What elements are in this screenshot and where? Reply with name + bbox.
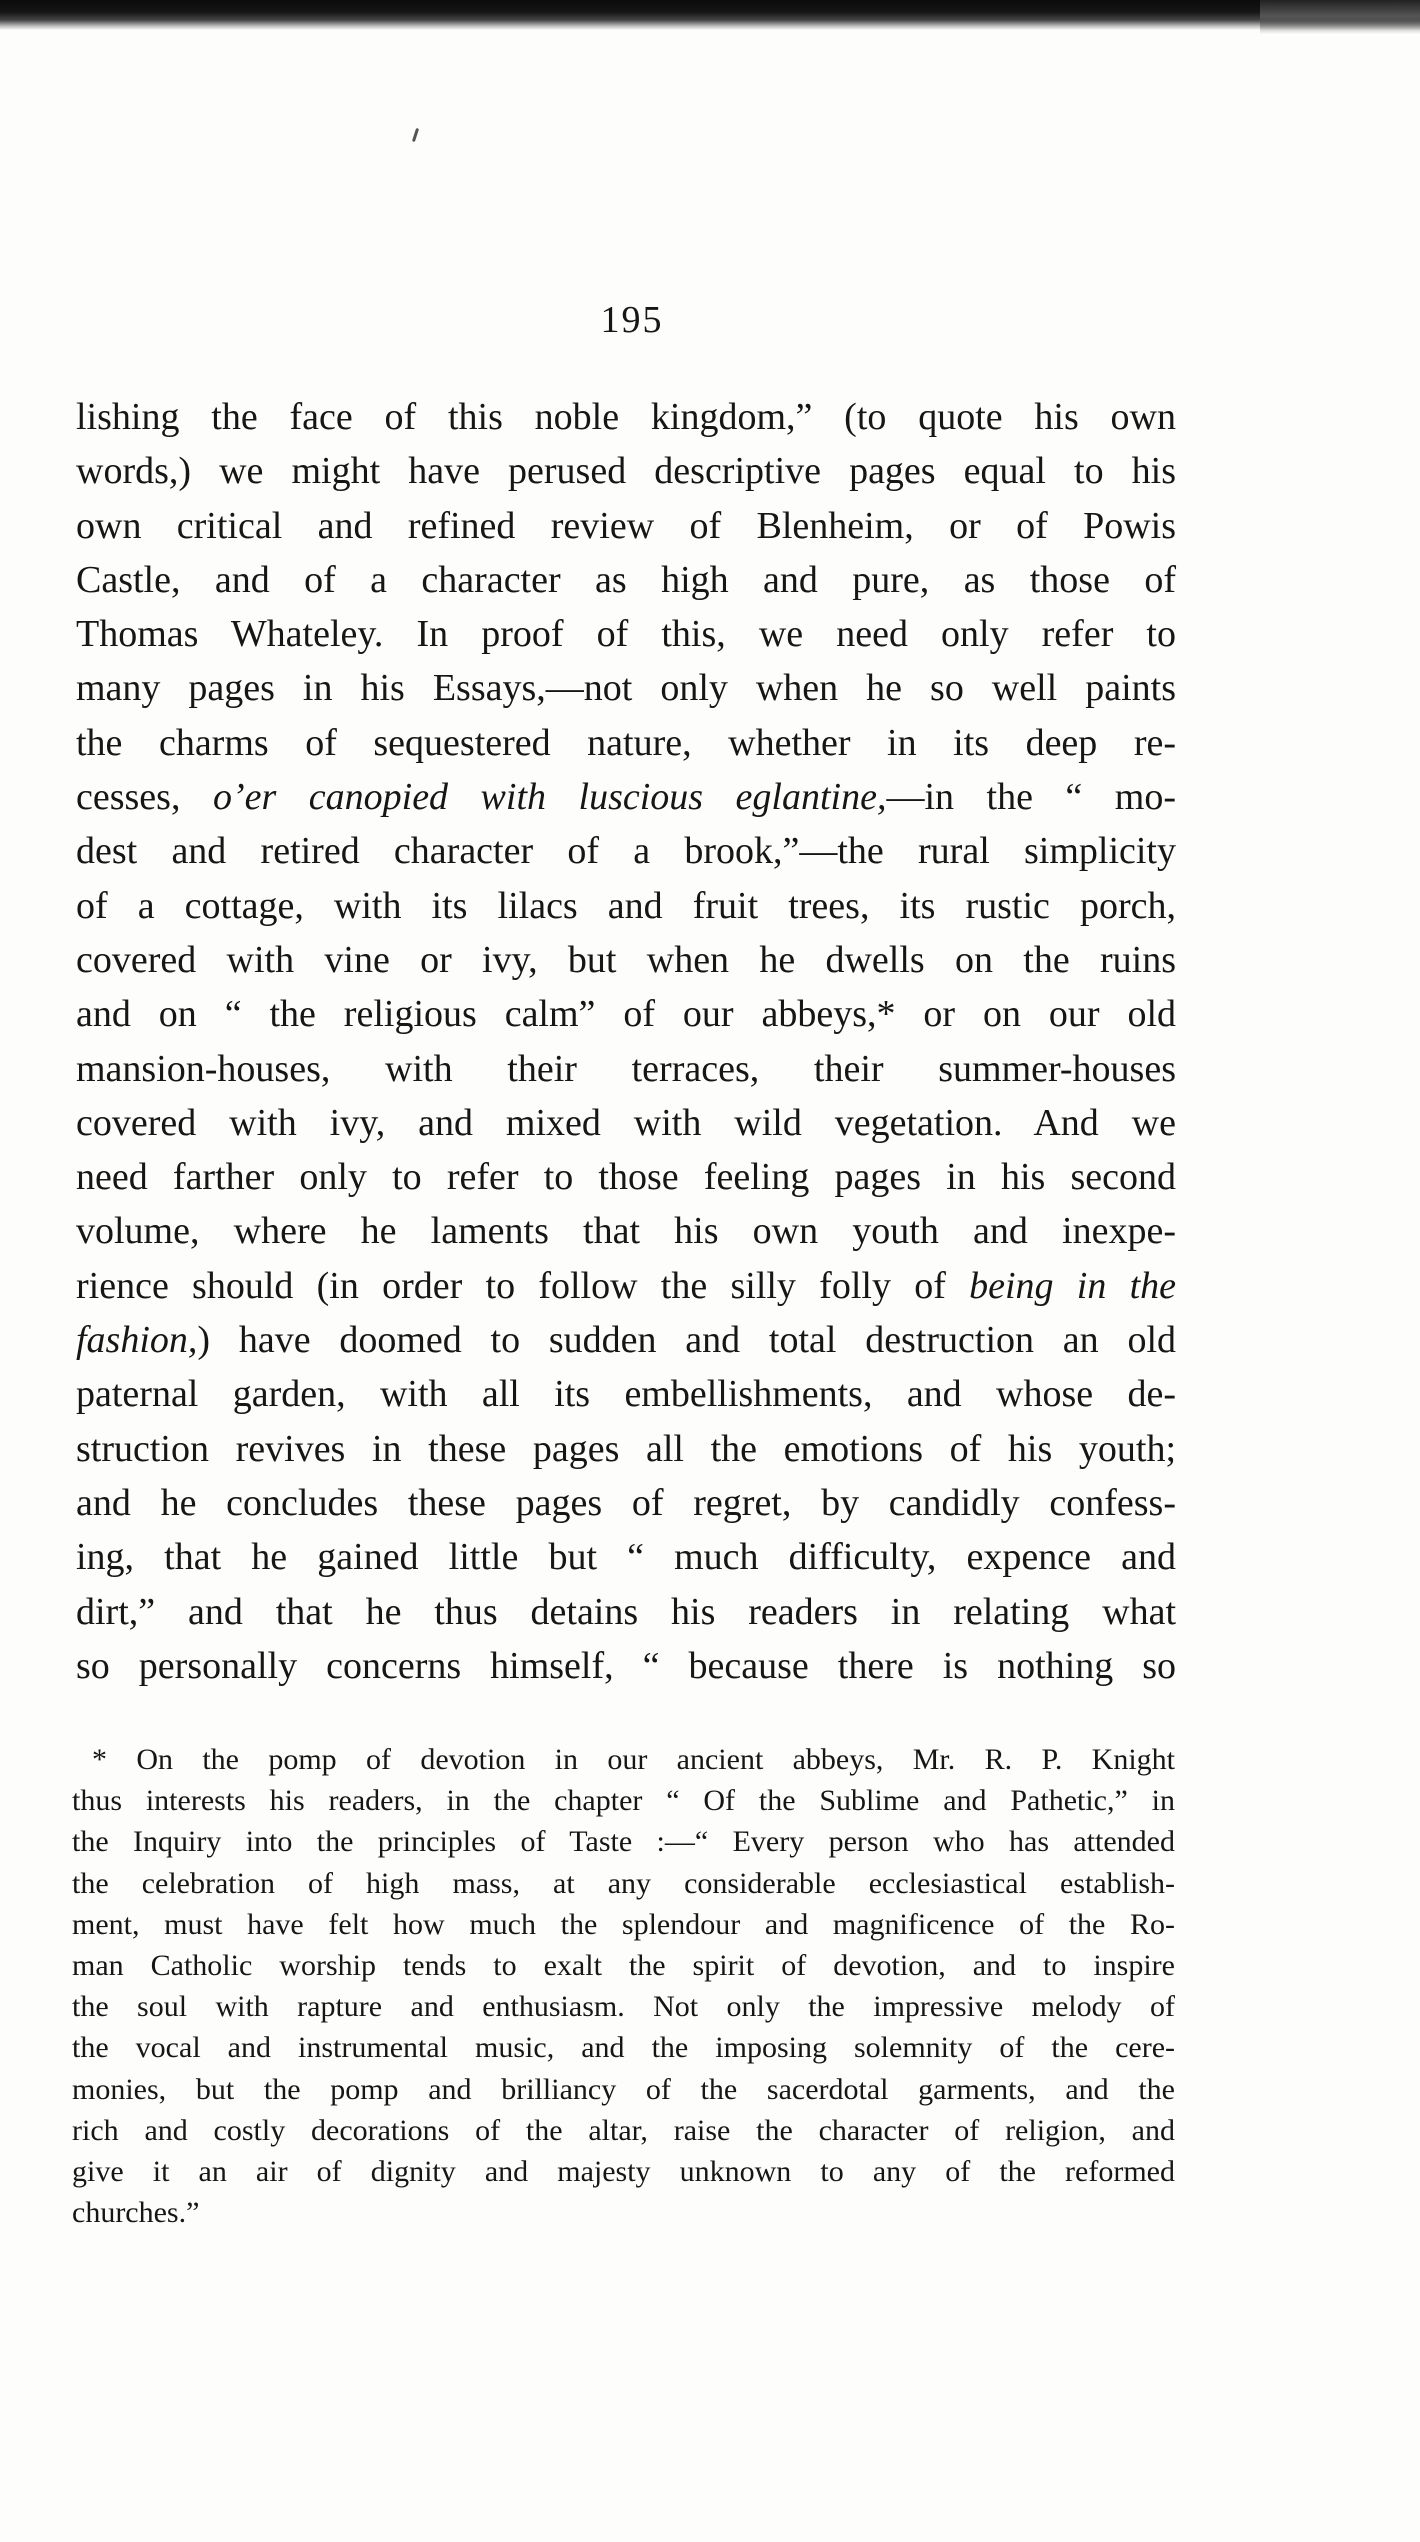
text-segment: rience should (in order to follow the silly folly of bbox=[76, 1264, 970, 1307]
text-segment: Castle, and of a character as high and pure, as those of bbox=[76, 558, 1176, 601]
text-segment: Thomas Whateley. In proof of this, we need only refer to bbox=[76, 613, 1176, 656]
text-segment: ) have doomed to sudden and total destruction an old bbox=[197, 1319, 1176, 1362]
body-line bbox=[76, 716, 1176, 770]
footnote-line: the vocal and instrumental music, and the imposing solemnity of the cere- bbox=[72, 2031, 1175, 2065]
footnote-line: rich and costly decorations of the altar, raise the character of religion, and bbox=[72, 2113, 1175, 2147]
page-number: 195 bbox=[600, 299, 664, 341]
italic-text: o’er canopied with luscious eglantine, bbox=[212, 776, 887, 819]
footnote-line: man Catholic worship tends to exalt the spirit of devotion, and to inspire bbox=[72, 1948, 1175, 1982]
footnote-line: * On the pomp of devotion in our ancient abbeys, Mr. R. P. Knight bbox=[92, 1743, 1175, 1776]
ink-speck bbox=[412, 128, 419, 142]
body-line bbox=[76, 499, 1176, 553]
body-line bbox=[76, 1259, 1176, 1313]
text-segment: covered with ivy, and mixed with wild vegetation. And we bbox=[76, 1101, 1176, 1144]
footnote-line: the soul with rapture and enthusiasm. Not only the impressive melody of bbox=[72, 1990, 1175, 2024]
body-line bbox=[76, 1204, 1176, 1258]
text-segment: of a cottage, with its lilacs and fruit trees, its rustic porch, bbox=[76, 884, 1176, 927]
italic-text: fashion, bbox=[76, 1319, 198, 1362]
italic-text: being in the bbox=[969, 1264, 1177, 1307]
text-segment: volume, where he laments that his own youth and inexpe- bbox=[76, 1210, 1176, 1253]
body-line bbox=[76, 1476, 1176, 1530]
body-line bbox=[76, 770, 1176, 824]
body-line bbox=[76, 607, 1176, 661]
text-segment: cesses, bbox=[76, 776, 213, 819]
body-line bbox=[76, 1042, 1176, 1096]
footnote-line: monies, but the pomp and brilliancy of the sacerdotal garments, and the bbox=[72, 2072, 1175, 2106]
body-line bbox=[76, 1530, 1176, 1584]
scan-top-edge-shadow bbox=[1260, 0, 1420, 34]
body-line bbox=[76, 1150, 1176, 1204]
footnote-line: the celebration of high mass, at any considerable ecclesiastical establish- bbox=[72, 1866, 1175, 1900]
body-line bbox=[76, 987, 1176, 1041]
body-line bbox=[76, 1422, 1176, 1476]
text-segment: dirt,” and that he thus detains his readers in relating what bbox=[76, 1590, 1176, 1633]
text-segment: and he concludes these pages of regret, by candidly confess- bbox=[76, 1481, 1176, 1524]
text-segment: need farther only to refer to those feeling pages in his second bbox=[76, 1156, 1176, 1199]
body-line bbox=[76, 933, 1176, 987]
text-segment: own critical and refined review of Blenheim, or of Powis bbox=[76, 504, 1176, 547]
body-line bbox=[76, 824, 1176, 878]
body-line bbox=[76, 553, 1176, 607]
text-segment: ing, that he gained little but “ much difficulty, expence and bbox=[76, 1536, 1176, 1579]
body-line bbox=[76, 390, 1176, 444]
body-text bbox=[76, 390, 1176, 1693]
text-segment: the charms of sequestered nature, whether in its deep re- bbox=[76, 721, 1176, 764]
footnote-line: the Inquiry into the principles of Taste :—“ Every person who has attended bbox=[72, 1825, 1175, 1859]
body-line bbox=[76, 879, 1176, 933]
scan-top-edge bbox=[0, 0, 1420, 30]
footnote-line: give it an air of dignity and majesty unknown to any of the reformed bbox=[72, 2154, 1175, 2188]
body-line bbox=[76, 1313, 1176, 1367]
text-segment: struction revives in these pages all the emotions of his youth; bbox=[76, 1427, 1176, 1470]
footnote-line: thus interests his readers, in the chapter “ Of the Sublime and Pathetic,” in bbox=[72, 1784, 1175, 1818]
body-line bbox=[76, 661, 1176, 715]
body-line bbox=[76, 1367, 1176, 1421]
text-segment: paternal garden, with all its embellishments, and whose de- bbox=[76, 1373, 1176, 1416]
body-line bbox=[76, 1639, 1176, 1693]
text-segment: —in the “ mo- bbox=[886, 776, 1177, 819]
text-segment: dest and retired character of a brook,”—the rural simplicity bbox=[76, 830, 1176, 873]
footnote bbox=[72, 1739, 1175, 2233]
text-segment: words,) we might have perused descriptive pages equal to his bbox=[76, 450, 1176, 493]
text-segment: so personally concerns himself, “ because there is nothing so bbox=[76, 1644, 1176, 1687]
footnote-line: ment, must have felt how much the splendour and magnificence of the Ro- bbox=[72, 1907, 1175, 1941]
text-segment: covered with vine or ivy, but when he dwells on the ruins bbox=[76, 938, 1176, 981]
footnote-line: churches.” bbox=[72, 2196, 200, 2230]
text-segment: lishing the face of this noble kingdom,” (to quote his own bbox=[76, 396, 1176, 438]
body-line bbox=[76, 1585, 1176, 1639]
body-line bbox=[76, 444, 1176, 498]
text-segment: mansion-houses, with their terraces, their summer-houses bbox=[76, 1047, 1176, 1090]
text-segment: and on “ the religious calm” of our abbeys,* or on our old bbox=[76, 993, 1176, 1036]
text-segment: many pages in his Essays,—not only when he so well paints bbox=[76, 667, 1176, 710]
body-line bbox=[76, 1096, 1176, 1150]
